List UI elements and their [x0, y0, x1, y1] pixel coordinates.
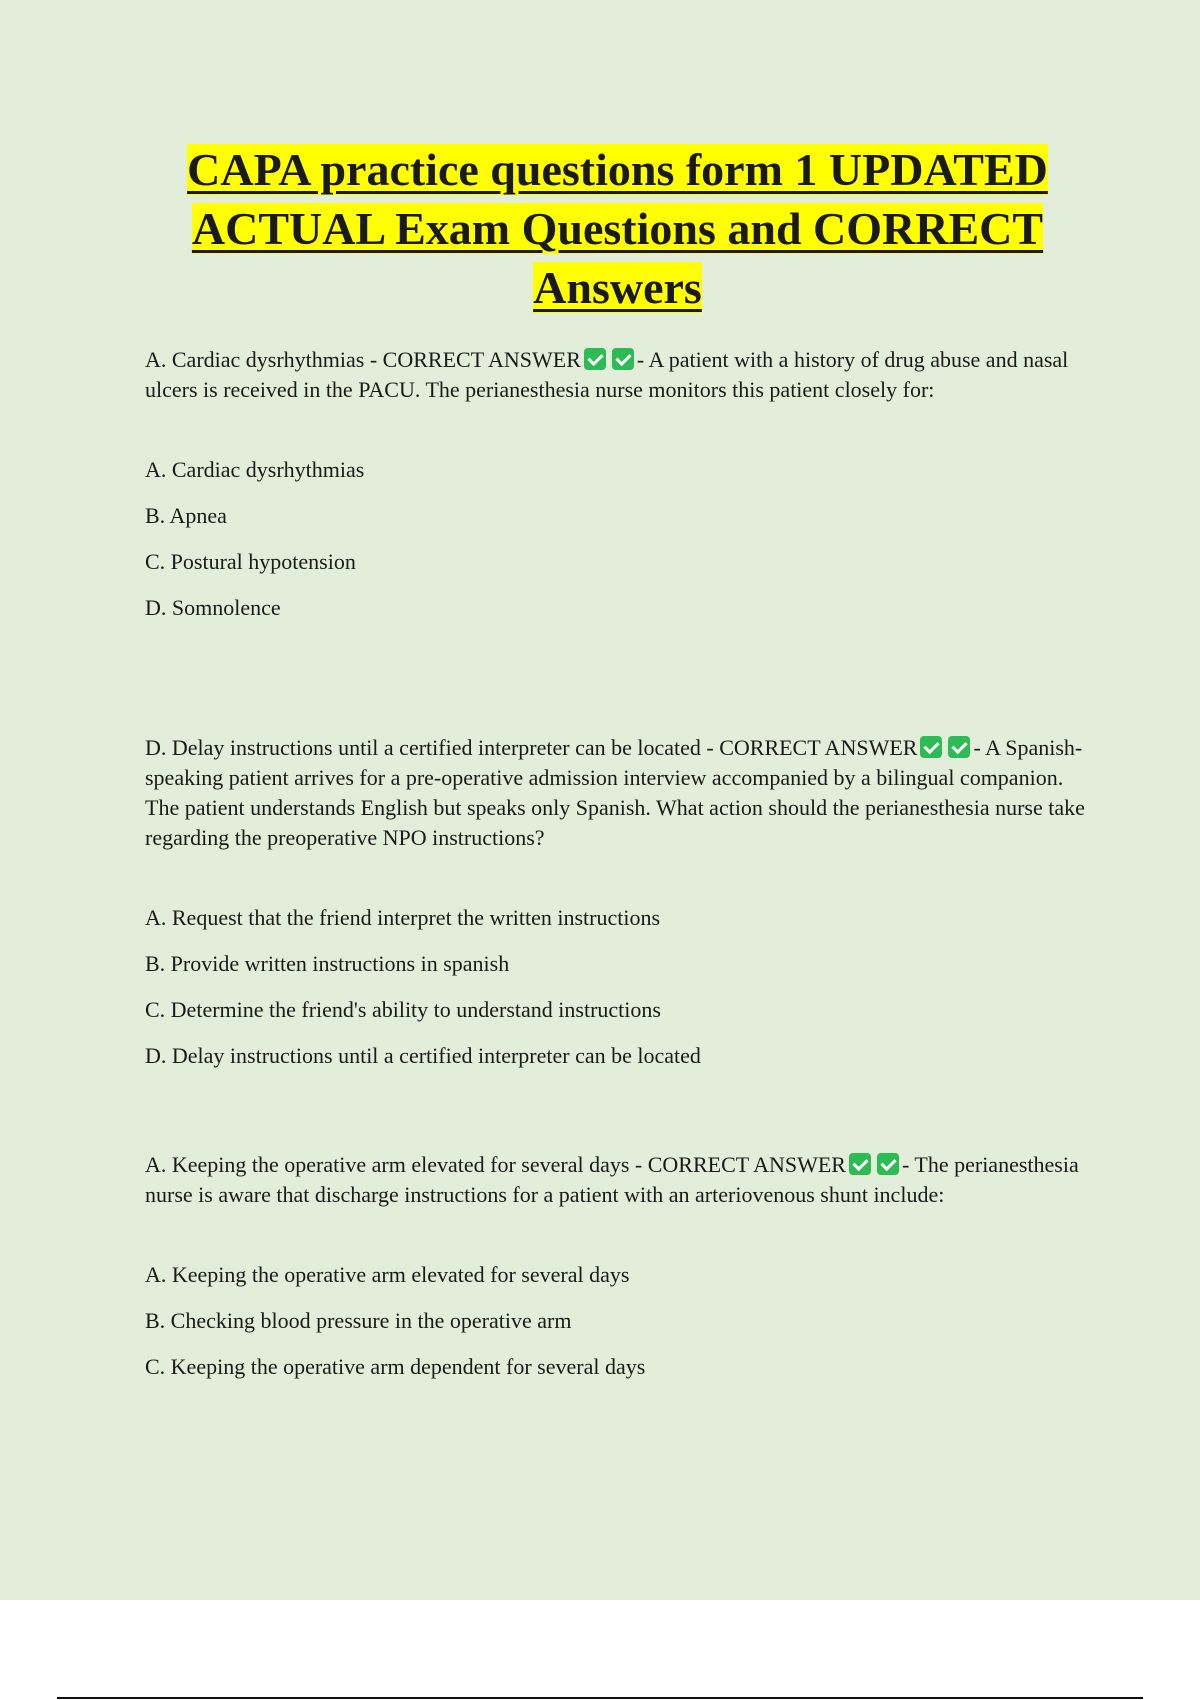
title-line-2: ACTUAL Exam Questions and CORRECT [191, 203, 1044, 254]
question-text [145, 1150, 1090, 1210]
question-prompt: - A patient with a history of drug abuse and nasal ulcers is received in the PACU. The perianesthesia nurse monitors this patient closely for: [145, 347, 1069, 402]
question-text [145, 733, 1090, 853]
check-box-icon [877, 1153, 899, 1175]
option-item: A. Cardiac dysrhythmias [145, 457, 365, 482]
check-box-icon [612, 348, 634, 370]
answer-options [145, 1260, 1090, 1382]
question-block-1 [145, 345, 1090, 639]
option-item: C. Keeping the operative arm dependent for several days [145, 1354, 646, 1379]
option-item: C. Determine the friend's ability to understand instructions [145, 997, 661, 1022]
option-item: B. Apnea [145, 503, 227, 528]
option-item: A. Keeping the operative arm elevated for several days [145, 1262, 630, 1287]
option-item: B. Provide written instructions in spanish [145, 951, 510, 976]
title-line-3: Answers [533, 262, 702, 313]
option-item: D. Delay instructions until a certified interpreter can be located [145, 1043, 701, 1068]
check-box-icon [849, 1153, 871, 1175]
option-item: A. Request that the friend interpret the written instructions [145, 905, 661, 930]
check-box-icon [584, 348, 606, 370]
option-item: C. Postural hypotension [145, 549, 356, 574]
answer-options [145, 903, 1090, 1071]
correct-answer-label: A. Keeping the operative arm elevated for several days - CORRECT ANSWER [145, 1152, 846, 1177]
question-prompt: - The perianesthesia nurse is aware that discharge instructions for a patient with an arteriovenous shunt include: [145, 1152, 1079, 1207]
correct-answer-label: D. Delay instructions until a certified interpreter can be located - CORRECT ANSWER [145, 735, 918, 760]
check-box-icon [920, 736, 942, 758]
question-prompt: - A Spanish-speaking patient arrives for a pre-operative admission interview accompanied by a bilingual companion. The patient understands English but speaks only Spanish. What action should the perianesthesia nurse take regarding the preoperative NPO instructions? [145, 735, 1085, 850]
check-box-icon [948, 736, 970, 758]
question-text [145, 345, 1090, 405]
correct-answer-label: A. Cardiac dysrhythmias - CORRECT ANSWER [145, 347, 581, 372]
option-item: B. Checking blood pressure in the operative arm [145, 1308, 572, 1333]
document-title [130, 140, 1105, 317]
title-line-1: CAPA practice questions form 1 UPDATED [187, 144, 1048, 195]
answer-options [145, 455, 1090, 623]
option-item: D. Somnolence [145, 595, 281, 620]
bottom-divider [57, 1697, 1143, 1699]
question-block-2 [145, 733, 1090, 1087]
question-block-3 [145, 1150, 1090, 1398]
